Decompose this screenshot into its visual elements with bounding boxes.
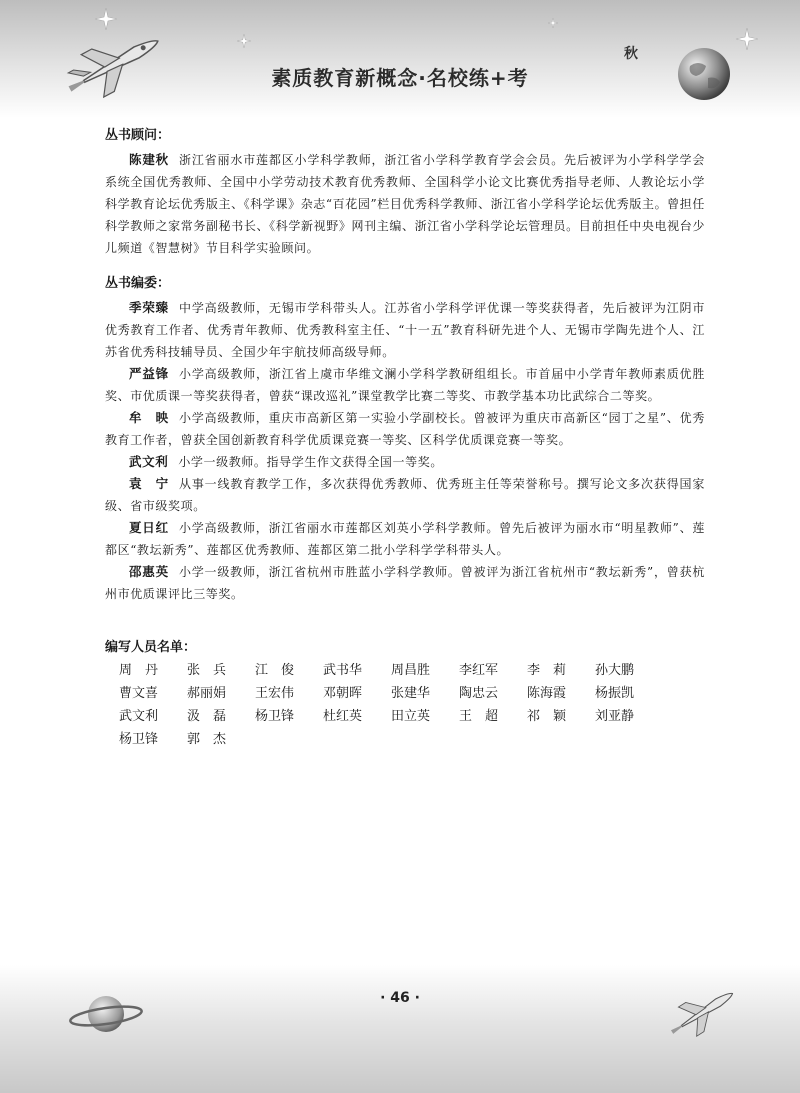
advisor-entry — [105, 149, 705, 259]
editor-bio: 小学高级教师，浙江省丽水市莲都区刘英小学科学教师。曾先后被评为丽水市“明星教师”、莲都区“教坛新秀”、莲都区优秀教师、莲都区第二批小学科学学科带头人。 — [105, 521, 705, 557]
staff-name: 张 兵 — [187, 663, 227, 678]
staff-name: 杨振凯 — [595, 686, 635, 701]
staff-name: 杨卫锋 — [119, 732, 159, 747]
staff-name: 江 俊 — [255, 663, 295, 678]
sparkle-star-icon — [237, 34, 251, 48]
staff-name: 李红军 — [459, 663, 499, 678]
space-shuttle-icon — [662, 976, 748, 1042]
sparkle-star-icon — [736, 28, 758, 50]
staff-name: 刘亚静 — [595, 709, 635, 724]
staff-name: 郝丽娟 — [187, 686, 227, 701]
editor-entry — [105, 297, 705, 363]
staff-heading: 编写人员名单： — [105, 640, 197, 655]
editor-bio: 中学高级教师，无锡市学科带头人。江苏省小学科学评优课一等奖获得者，先后被评为江阴市优秀教育工作者、优秀青年教师、优秀教科室主任、“十一五”教育科研先进个人、无锡市学陶先进个人、江苏省优秀科技辅导员、全国少年宇航技师高级导师。 — [105, 301, 705, 359]
editor-name: 邵惠英 — [129, 564, 169, 579]
staff-name: 王 超 — [459, 709, 499, 724]
editor-bio: 小学一级教师。指导学生作文获得全国一等奖。 — [178, 455, 443, 469]
editor-entry — [105, 473, 705, 517]
editors-section — [105, 272, 705, 605]
editor-name: 武文利 — [129, 454, 169, 469]
editor-name: 袁 宁 — [129, 476, 170, 491]
staff-name: 陶忠云 — [459, 686, 499, 701]
editor-name: 季荣臻 — [129, 300, 170, 315]
editor-name: 牟 映 — [129, 410, 169, 425]
sparkle-star-icon — [95, 8, 117, 30]
sparkle-star-icon — [548, 18, 558, 28]
staff-name: 曹文喜 — [119, 686, 159, 701]
staff-name: 汲 磊 — [187, 709, 227, 724]
staff-name: 李 莉 — [527, 663, 567, 678]
advisor-name: 陈建秋 — [129, 152, 170, 167]
staff-name: 陈海霞 — [527, 686, 567, 701]
staff-name: 王宏伟 — [255, 686, 295, 701]
staff-name: 周昌胜 — [391, 663, 431, 678]
staff-name: 武书华 — [323, 663, 363, 678]
season-mark: 秋 — [624, 46, 638, 62]
header-title: 素质教育新概念·名校练+考 — [271, 66, 529, 90]
editor-entry — [105, 407, 705, 451]
editor-entry — [105, 363, 705, 407]
editor-entry — [105, 517, 705, 561]
advisors-heading: 丛书顾问： — [105, 128, 171, 143]
page-number: · 46 · — [380, 990, 420, 1006]
editors-heading: 丛书编委： — [105, 276, 171, 291]
staff-name: 周 丹 — [119, 663, 159, 678]
staff-name: 郭 杰 — [187, 732, 227, 747]
editor-name: 严益锋 — [129, 366, 170, 381]
advisor-bio: 浙江省丽水市莲都区小学科学教师，浙江省小学科学教育学会会员。先后被评为小学科学学会系统全国优秀教师、全国中小学劳动技术教育优秀教师、全国科学小论文比赛优秀指导老师、人教论坛小学科学教育论坛优秀版主、《科学课》杂志“百花园”栏目优秀科学教师、浙江省小学科学论坛优秀版主。曾担任科学教师之家常务副秘书长、《科学新视野》网刊主编、浙江省小学科学论坛管理员。目前担任中央电视台少儿频道《智慧树》节目科学实验顾问。 — [105, 153, 705, 255]
staff-name: 祁 颖 — [527, 709, 567, 724]
staff-name: 张建华 — [391, 686, 431, 701]
staff-name: 田立英 — [391, 709, 431, 724]
editor-bio: 小学高级教师，浙江省上虞市华维文澜小学科学教研组组长。市首届中小学青年教师素质优胜奖、市优质课一等奖获得者，曾获“课改巡礼”课堂教学比赛二等奖、市教学基本功比武综合二等奖。 — [105, 367, 705, 403]
staff-section — [105, 636, 705, 750]
editor-name: 夏日红 — [129, 520, 169, 535]
staff-name: 杜红英 — [323, 709, 363, 724]
editor-entry — [105, 561, 705, 605]
staff-name: 杨卫锋 — [255, 709, 295, 724]
staff-name: 邓朝晖 — [323, 686, 363, 701]
editor-bio: 小学高级教师，重庆市高新区第一实验小学副校长。曾被评为重庆市高新区“园丁之星”、优秀教育工作者，曾获全国创新教育科学优质课竞赛一等奖、区科学优质课竞赛一等奖。 — [105, 411, 705, 447]
editor-entry — [105, 451, 705, 473]
staff-name: 孙大鹏 — [595, 663, 635, 678]
advisors-section — [105, 124, 705, 259]
staff-name-grid — [119, 661, 705, 750]
editor-bio: 小学一级教师，浙江省杭州市胜蓝小学科学教师。曾被评为浙江省杭州市“教坛新秀”，曾获杭州市优质课评比三等奖。 — [105, 565, 705, 601]
editor-bio: 从事一线教育教学工作，多次获得优秀教师、优秀班主任等荣誉称号。撰写论文多次获得国家级、省市级奖项。 — [105, 477, 705, 513]
staff-name: 武文利 — [119, 709, 159, 724]
